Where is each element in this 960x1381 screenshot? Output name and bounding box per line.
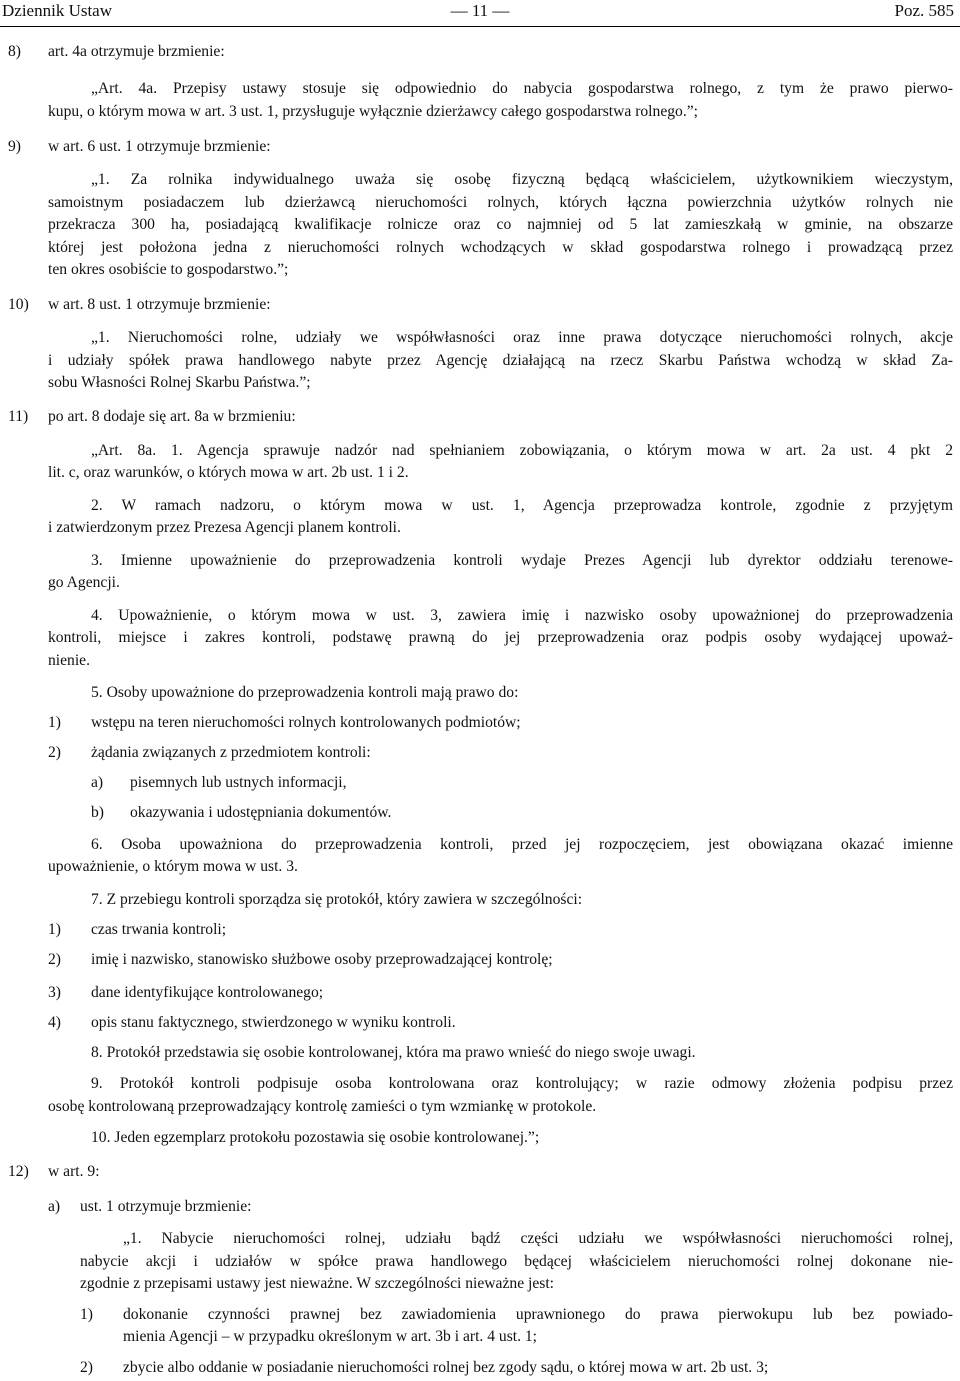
text-line: nienie. [48,652,90,669]
text-line: samoistnym posiadaczem lub dzierżawcą nieruchomości rolnych, których łączna powierzchnia użytków rolnych nie [48,194,953,211]
item-text: zbycie albo oddanie w posiadanie nieruchomości rolnej bez zgody sądu, o której mowa w art. 2b ust. 3; [123,1359,769,1376]
item-number: 2) [48,744,61,761]
item-number: 9) [8,138,21,155]
item-text: w art. 8 ust. 1 otrzymuje brzmienie: [48,296,271,313]
text-line: upoważnienie, o którym mowa w ust. 3. [48,858,298,875]
item-text: po art. 8 dodaje się art. 8a w brzmieniu: [48,408,296,425]
text-line: 7. Z przebiegu kontroli sporządza się protokół, który zawiera w szczególności: [91,891,583,908]
item-number: 12) [8,1163,29,1180]
item-text: w art. 6 ust. 1 otrzymuje brzmienie: [48,138,271,155]
page-number: — 11 — [450,1,510,20]
item-number: 3) [48,984,61,1001]
item-number: 1) [80,1306,93,1323]
text-line: mienia Agencji – w przypadku określonym w art. 3b i art. 4 ust. 1; [123,1328,538,1345]
text-line: i zatwierdzonym przez Prezesa Agencji planem kontroli. [48,519,401,536]
text-line: 9. Protokół kontroli podpisuje osoba kontrolowana oraz kontrolujący; w razie odmowy złożenia podpisu przez [91,1075,953,1092]
text-line: 2. W ramach nadzoru, o którym mowa w ust. 1, Agencja przeprowadza kontrole, zgodnie z przyjętym [91,497,953,514]
text-line: „1. Za rolnika indywidualnego uważa się osobę fizyczną będącą właścicielem, użytkownikiem wieczystym, [91,171,953,188]
text-line: kupu, o którym mowa w art. 3 ust. 1, przysługuje wyłącznie dzierżawcy całego gospodarstwa rolnego.”; [48,103,698,120]
item-number: a) [91,774,104,791]
text-line: 6. Osoba upoważniona do przeprowadzenia kontroli, przed jej rozpoczęciem, jest obowiązana okazać imienne [91,836,953,853]
text-line: „1. Nabycie nieruchomości rolnej, udziału bądź części udziału we współwłasności nieruchomości rolnej, [123,1230,953,1247]
text-line: 10. Jeden egzemplarz protokołu pozostawia się osobie kontrolowanej.”; [91,1129,540,1146]
item-text: w art. 9: [48,1163,100,1180]
page-header [0,0,960,27]
item-text: opis stanu faktycznego, stwierdzonego w wyniku kontroli. [91,1014,456,1031]
text-line: „1. Nieruchomości rolne, udziały we współwłasności oraz inne prawa dotyczące nieruchomości rolnych, akcje [91,329,953,346]
item-number: 8) [8,43,21,60]
text-line: zgodnie z przepisami ustawy jest nieważne. W szczególności nieważne jest: [80,1275,554,1292]
text-line: dokonanie czynności prawnej bez zawiadomienia uprawnionego do prawa pierwokupu lub bez powiado- [123,1306,953,1323]
text-line: „Art. 8a. 1. Agencja sprawuje nadzór nad spełnianiem zobowiązania, o którym mowa w art. 2a ust. 4 pkt 2 [91,442,953,459]
text-line: i udziały spółek prawa handlowego nabyte przez Agencję działającą na rzecz Skarbu Państwa wchodzą w skład Za- [48,352,953,369]
text-line: kontroli, miejsce i zakres kontroli, podstawę prawną do jej przeprowadzenia oraz podpis osoby wydającej upoważ- [48,629,953,646]
item-text: ust. 1 otrzymuje brzmienie: [80,1198,252,1215]
item-text: czas trwania kontroli; [91,921,227,938]
text-line: go Agencji. [48,574,120,591]
text-line: osobę kontrolowaną przeprowadzający kontrolę zamieści o tym wzmiankę w protokole. [48,1098,597,1115]
item-number: 2) [80,1359,93,1376]
text-line: 8. Protokół przedstawia się osobie kontrolowanej, która ma prawo wnieść do niego swoje uwagi. [91,1044,696,1061]
text-line: ten okres osobiście to gospodarstwo.”; [48,261,289,278]
text-line: której jest położona jedna z nieruchomości rolnych wchodzących w skład gospodarstwa rolnego i prowadzącą przez [48,239,953,256]
text-line: sobu Własności Rolnej Skarbu Państwa.”; [48,374,311,391]
item-number: b) [91,804,104,821]
item-text: dane identyfikujące kontrolowanego; [91,984,324,1001]
text-line: 3. Imienne upoważnienie do przeprowadzenia kontroli wydaje Prezes Agencji lub dyrektor oddziału terenowe- [91,552,953,569]
item-number: 1) [48,921,61,938]
item-text: żądania związanych z przedmiotem kontroli: [91,744,371,761]
text-line: lit. c, oraz warunków, o których mowa w art. 2b ust. 1 i 2. [48,464,409,481]
position-number: Poz. 585 [894,1,954,20]
item-text: imię i nazwisko, stanowisko służbowe osoby przeprowadzającej kontrolę; [91,951,553,968]
item-number: 4) [48,1014,61,1031]
text-line: „Art. 4a. Przepisy ustawy stosuje się odpowiednio do nabycia gospodarstwa rolnego, z tym że prawo pierwo- [91,80,953,97]
item-text: art. 4a otrzymuje brzmienie: [48,43,225,60]
item-number: 10) [8,296,29,313]
text-line: 5. Osoby upoważnione do przeprowadzenia kontroli mają prawo do: [91,684,519,701]
text-line: nabycie akcji i udziałów w spółce prawa handlowego będącej właścicielem nieruchomości rolnej dokonane nie- [80,1253,953,1270]
item-number: 1) [48,714,61,731]
item-text: okazywania i udostępniania dokumentów. [130,804,392,821]
text-line: przekracza 300 ha, posiadającą kwalifikacje rolnicze oraz co najmniej od 5 lat zamieszkałą w gminie, na obszarze [48,216,953,233]
item-text: pisemnych lub ustnych informacji, [130,774,347,791]
journal-title: Dziennik Ustaw [2,1,113,20]
item-number: 11) [8,408,29,425]
text-line: 4. Upoważnienie, o którym mowa w ust. 3, zawiera imię i nazwisko osoby upoważnionej do przeprowadzenia [91,607,953,624]
item-number: a) [48,1198,61,1215]
item-number: 2) [48,951,61,968]
item-text: wstępu na teren nieruchomości rolnych kontrolowanych podmiotów; [91,714,521,731]
